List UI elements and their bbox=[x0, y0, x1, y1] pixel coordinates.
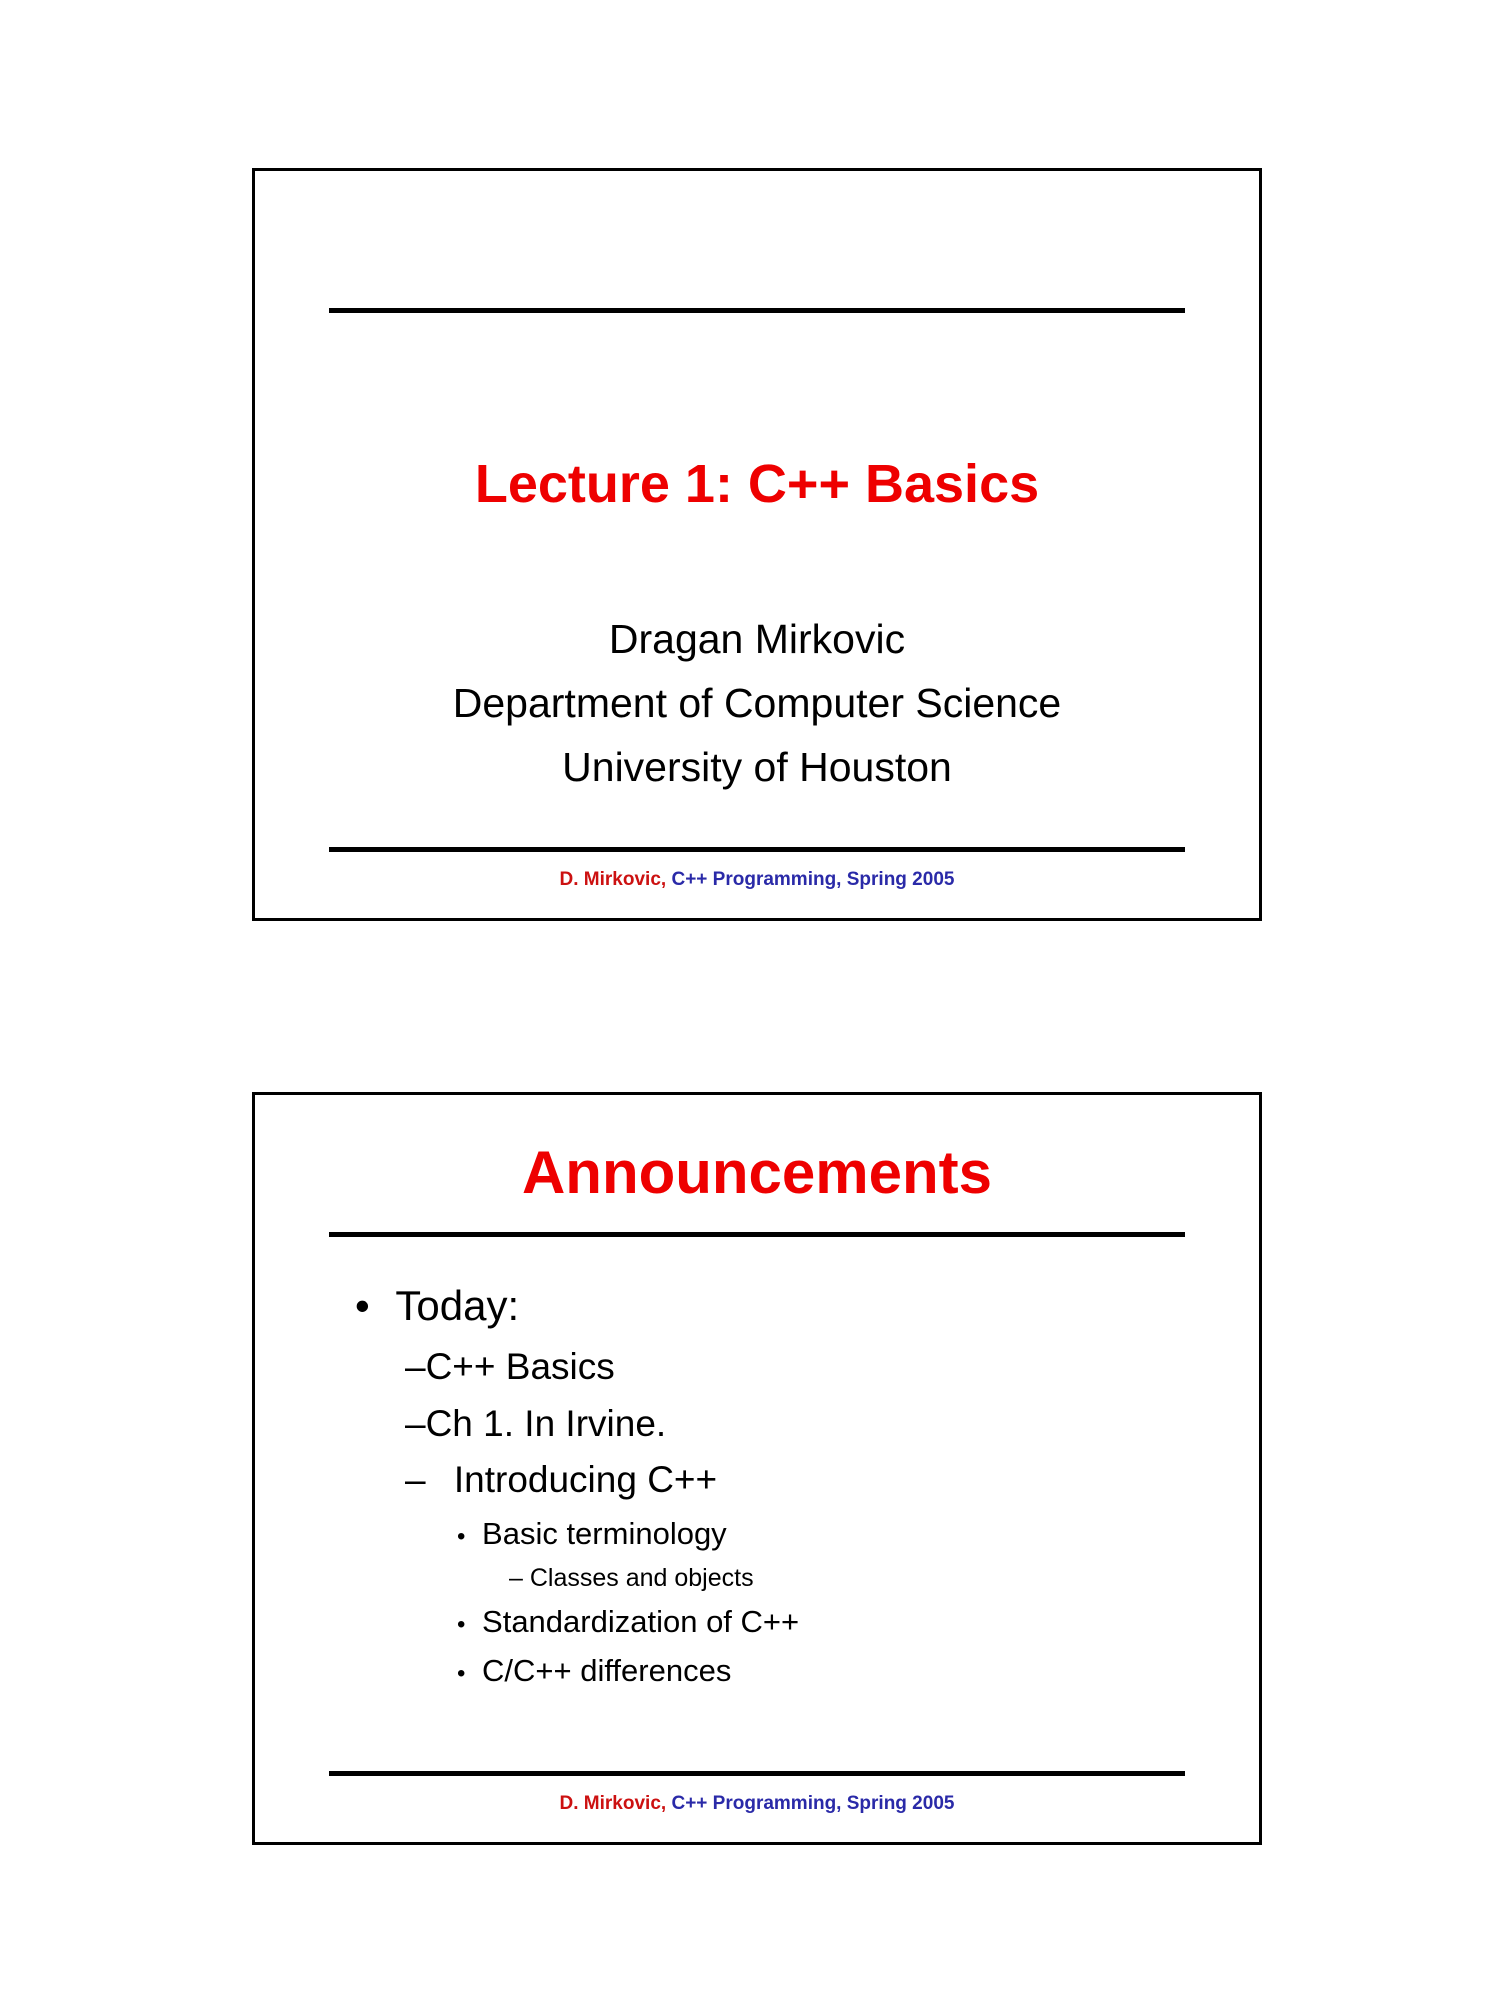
top-rule bbox=[329, 1232, 1185, 1237]
list-item bbox=[509, 1564, 754, 1593]
slide-1 bbox=[252, 168, 1262, 921]
footer-separator: , bbox=[660, 869, 672, 890]
list-item bbox=[405, 1459, 717, 1501]
list-item bbox=[355, 1282, 519, 1330]
list-item-text: Introducing C++ bbox=[443, 1459, 718, 1500]
university: University of Houston bbox=[562, 744, 952, 790]
list-item bbox=[405, 1346, 615, 1388]
author-block bbox=[255, 607, 1259, 799]
list-item bbox=[457, 1516, 727, 1552]
slide-footer bbox=[255, 869, 1259, 891]
bullet-marker: • bbox=[457, 1660, 466, 1687]
list-item-text: C++ Basics bbox=[425, 1346, 615, 1387]
footer-author: D. Mirkovic bbox=[559, 1793, 661, 1814]
bullet-marker: • bbox=[355, 1282, 370, 1329]
slide-title: Lecture 1: C++ Basics bbox=[474, 454, 1040, 514]
dash-marker: – bbox=[405, 1346, 426, 1387]
slide-footer bbox=[255, 1793, 1259, 1815]
slide-title: Announcements bbox=[521, 1139, 993, 1206]
list-item-text: Today: bbox=[395, 1282, 520, 1329]
bullet-marker: • bbox=[457, 1523, 466, 1550]
list-item bbox=[405, 1403, 666, 1445]
bullet-marker: • bbox=[457, 1611, 466, 1638]
list-item bbox=[457, 1604, 799, 1640]
dash-marker: – bbox=[405, 1459, 426, 1500]
list-item-text: Ch 1. In Irvine. bbox=[425, 1403, 667, 1444]
list-item-text: C/C++ differences bbox=[482, 1653, 732, 1688]
list-item-text: Classes and objects bbox=[529, 1564, 754, 1592]
bottom-rule bbox=[329, 1771, 1185, 1776]
department: Department of Computer Science bbox=[452, 680, 1062, 726]
footer-author: D. Mirkovic bbox=[559, 869, 661, 890]
footer-course: C++ Programming, Spring 2005 bbox=[671, 869, 955, 890]
list-item-text: Basic terminology bbox=[482, 1516, 727, 1551]
slide-2 bbox=[252, 1092, 1262, 1845]
dash-marker: – bbox=[405, 1403, 426, 1444]
top-rule bbox=[329, 308, 1185, 313]
author-name: Dragan Mirkovic bbox=[608, 616, 906, 662]
list-item-text: Standardization of C++ bbox=[482, 1604, 800, 1639]
bottom-rule bbox=[329, 847, 1185, 852]
list-item bbox=[457, 1653, 731, 1689]
footer-course: C++ Programming, Spring 2005 bbox=[671, 1793, 955, 1814]
dash-marker: – bbox=[509, 1564, 523, 1592]
footer-separator: , bbox=[660, 1793, 672, 1814]
